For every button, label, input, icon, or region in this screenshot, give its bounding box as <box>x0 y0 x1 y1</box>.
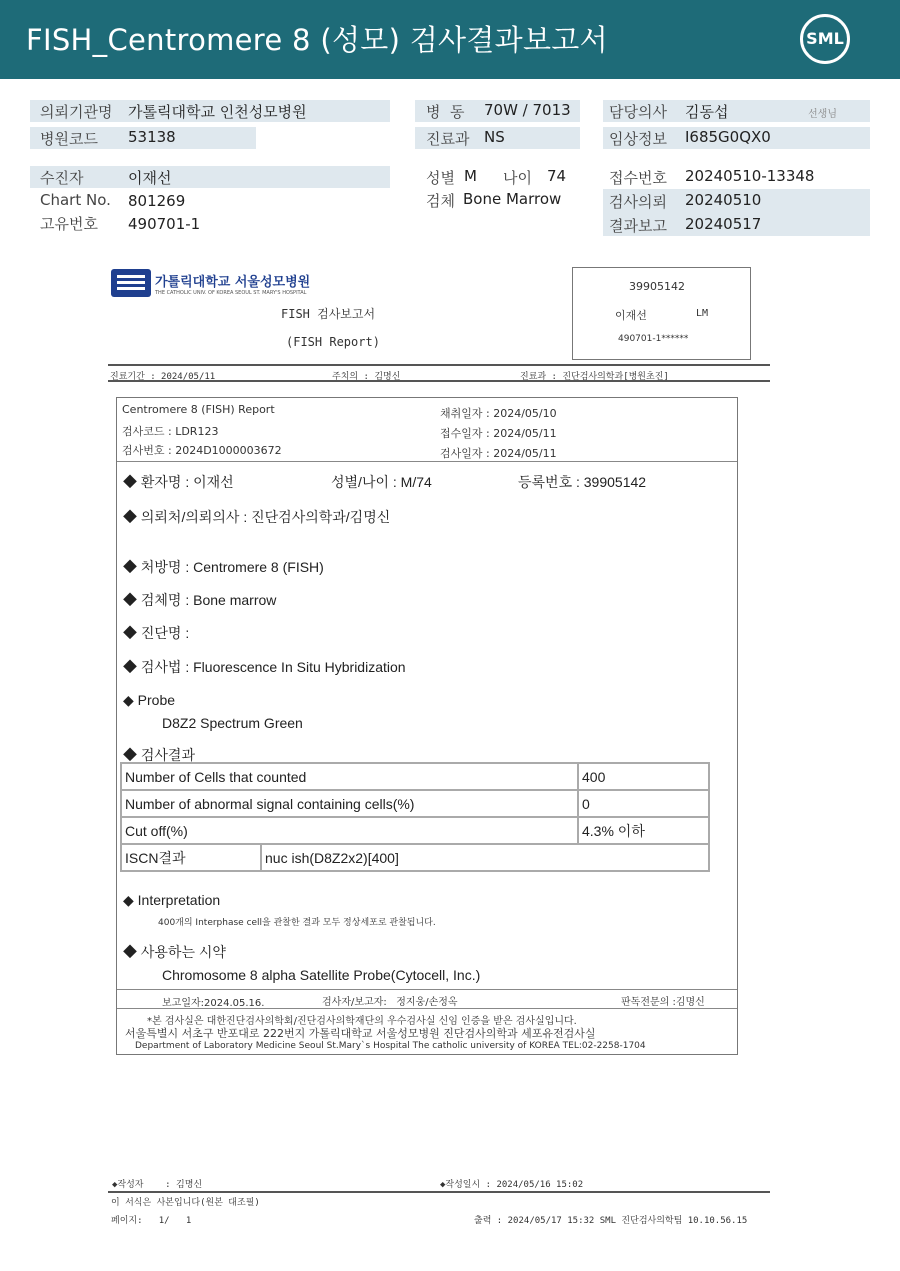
report-label: 결과보고 <box>609 217 667 235</box>
iscn-value: nuc ish(D8Z2x2)[400] <box>261 844 709 871</box>
sex-age-line: 성별/나이 : M/74 <box>331 474 432 490</box>
chart-value: 801269 <box>128 192 186 210</box>
doctor-value: 김동섭 <box>685 103 729 121</box>
table-row <box>121 817 709 844</box>
hospital-name-en: THE CATHOLIC UNIV. OF KOREA SEOUL ST. MARY'S HOSPITAL <box>155 290 307 296</box>
doctor-suffix: 선생님 <box>808 109 837 120</box>
copy-note: 이 서식은 사본입니다(원본 대조필) <box>111 1198 260 1208</box>
report-value: 20240517 <box>685 215 762 233</box>
request-label: 검사의뢰 <box>609 193 667 211</box>
result-label: Cut off(%) <box>121 817 578 844</box>
request-value: 20240510 <box>685 191 762 209</box>
result-value: 0 <box>578 790 709 817</box>
hospital-code-value: 53138 <box>128 128 176 146</box>
specimen-line: ◆ 검체명 : Bone marrow <box>123 592 277 608</box>
probe-line: ◆ Probe <box>123 692 176 708</box>
table-row <box>121 763 709 790</box>
address-en: Department of Laboratory Medicine Seoul St.Mary`s Hospital The catholic university of KOREA TEL:02-2258-1704 <box>135 1041 646 1051</box>
patient-line: ◆ 환자명 : 이재선 <box>123 474 234 490</box>
footer-rule-2 <box>117 1008 737 1009</box>
doc-title: FISH 검사보고서 <box>281 307 376 321</box>
writer: ◆작성자 : 김명신 <box>112 1180 203 1190</box>
unique-value: 490701-1 <box>128 215 201 233</box>
patient-label: 수진자 <box>40 169 84 187</box>
patient-value: 이재선 <box>128 169 172 187</box>
method-line: ◆ 검사법 : Fluorescence In Situ Hybridization <box>123 659 406 675</box>
test-number: 검사번호 : 2024D1000003672 <box>122 444 282 457</box>
referral-line: ◆ 의뢰처/의뢰의사 : 진단검사의학과/김명신 <box>123 509 391 525</box>
specialist: 판독전문의 :김명신 <box>621 997 705 1008</box>
examiner: 검사자/보고자: 정지웅/손정옥 <box>322 997 458 1008</box>
id-number: 39905142 <box>629 280 685 293</box>
sex-label: 성별 <box>426 169 455 187</box>
report-date: 보고일자:2024.05.16. <box>162 998 265 1009</box>
report-name: Centromere 8 (FISH) Report <box>122 403 275 416</box>
written-at: ◆작성일시 : 2024/05/16 15:02 <box>440 1180 584 1190</box>
sex-value: M <box>464 167 477 185</box>
page-title: FISH_Centromere 8 (성모) 검사결과보고서 <box>26 23 608 57</box>
footer-rule <box>117 989 737 990</box>
reg-line: 등록번호 : 39905142 <box>518 474 647 490</box>
institution-value: 가톨릭대학교 인천성모병원 <box>128 103 307 121</box>
hospital-code-label: 병원코드 <box>40 130 98 148</box>
clinical-label: 임상정보 <box>609 130 667 148</box>
reagent-text: Chromosome 8 alpha Satellite Probe(Cytocell, Inc.) <box>162 967 481 983</box>
top-rule-2 <box>108 380 770 382</box>
id-code: LM <box>696 308 709 319</box>
ward-value: 70W / 7013 <box>484 101 571 119</box>
interpretation-text: 400개의 Interphase cell을 관찰한 결과 모두 정상세포로 관찰됩니다. <box>158 918 436 928</box>
prescription-line: ◆ 처방명 : Centromere 8 (FISH) <box>123 559 324 575</box>
hospital-name: 가톨릭대학교 서울성모병원 <box>155 275 311 290</box>
id-reg: 490701-1****** <box>618 334 689 344</box>
result-label: Number of abnormal signal containing cells(%) <box>121 790 578 817</box>
address-ko: 서울특별시 서초구 반포대로 222번지 가톨릭대학교 서울성모병원 진단검사의학과 세포유전검사실 <box>125 1027 596 1040</box>
dept-label: 진료과 <box>426 130 470 148</box>
test-code: 검사코드 : LDR123 <box>122 425 219 438</box>
results-table <box>120 762 710 872</box>
specimen-value: Bone Marrow <box>463 190 562 208</box>
hospital-emblem-icon <box>111 269 151 297</box>
collect-date: 채취일자 : 2024/05/10 <box>440 407 557 420</box>
ward-label: 병 동 <box>426 103 465 121</box>
age-label: 나이 <box>503 169 532 187</box>
interpretation-heading: ◆ Interpretation <box>123 892 221 908</box>
probe-value: D8Z2 Spectrum Green <box>162 715 303 731</box>
result-value: 4.3% 이하 <box>578 817 709 844</box>
table-row <box>121 790 709 817</box>
report-header-rule <box>117 461 737 462</box>
dept-value: NS <box>484 128 505 146</box>
result-value: 400 <box>578 763 709 790</box>
result-heading: ◆ 검사결과 <box>123 747 195 763</box>
page-number: 페이지: 1/ 1 <box>111 1216 192 1226</box>
logo-text: SML <box>806 29 844 48</box>
receive-date: 접수일자 : 2024/05/11 <box>440 427 557 440</box>
doctor-label: 담당의사 <box>609 103 667 121</box>
top-rule <box>108 364 770 366</box>
specimen-label: 검체 <box>426 192 455 210</box>
cert-note: *본 검사실은 대한진단검사의학회/진단검사의학재단의 우수검사실 신임 인증을 받은 검사실입니다. <box>147 1016 577 1027</box>
receipt-label: 접수번호 <box>609 169 667 187</box>
title-bar <box>0 0 900 79</box>
doc-title-en: (FISH Report) <box>286 335 380 349</box>
iscn-label: ISCN결과 <box>121 844 261 871</box>
unique-label: 고유번호 <box>40 215 98 233</box>
visit-period: 진료기간 : 2024/05/11 <box>110 372 216 382</box>
attending: 주치의 : 김명신 <box>332 372 401 382</box>
id-name: 이재선 <box>615 309 647 322</box>
reagent-heading: ◆ 사용하는 시약 <box>123 944 226 960</box>
diagnosis-line: ◆ 진단명 : <box>123 625 190 641</box>
sml-logo <box>800 14 850 64</box>
printed-at: 출력 : 2024/05/17 15:32 SML 진단검사의학팀 10.10.56.15 <box>474 1216 748 1226</box>
chart-label: Chart No. <box>40 191 111 209</box>
receipt-value: 20240510-13348 <box>685 167 815 185</box>
exam-date: 검사일자 : 2024/05/11 <box>440 447 557 460</box>
department: 진료과 : 진단검사의학과[병원초진] <box>520 372 669 382</box>
institution-label: 의뢰기관명 <box>40 103 113 121</box>
result-label: Number of Cells that counted <box>121 763 578 790</box>
clinical-value: I685G0QX0 <box>685 128 771 146</box>
age-value: 74 <box>547 167 567 185</box>
table-row <box>121 844 709 871</box>
bottom-rule <box>108 1191 770 1193</box>
patient-bar <box>30 166 390 188</box>
